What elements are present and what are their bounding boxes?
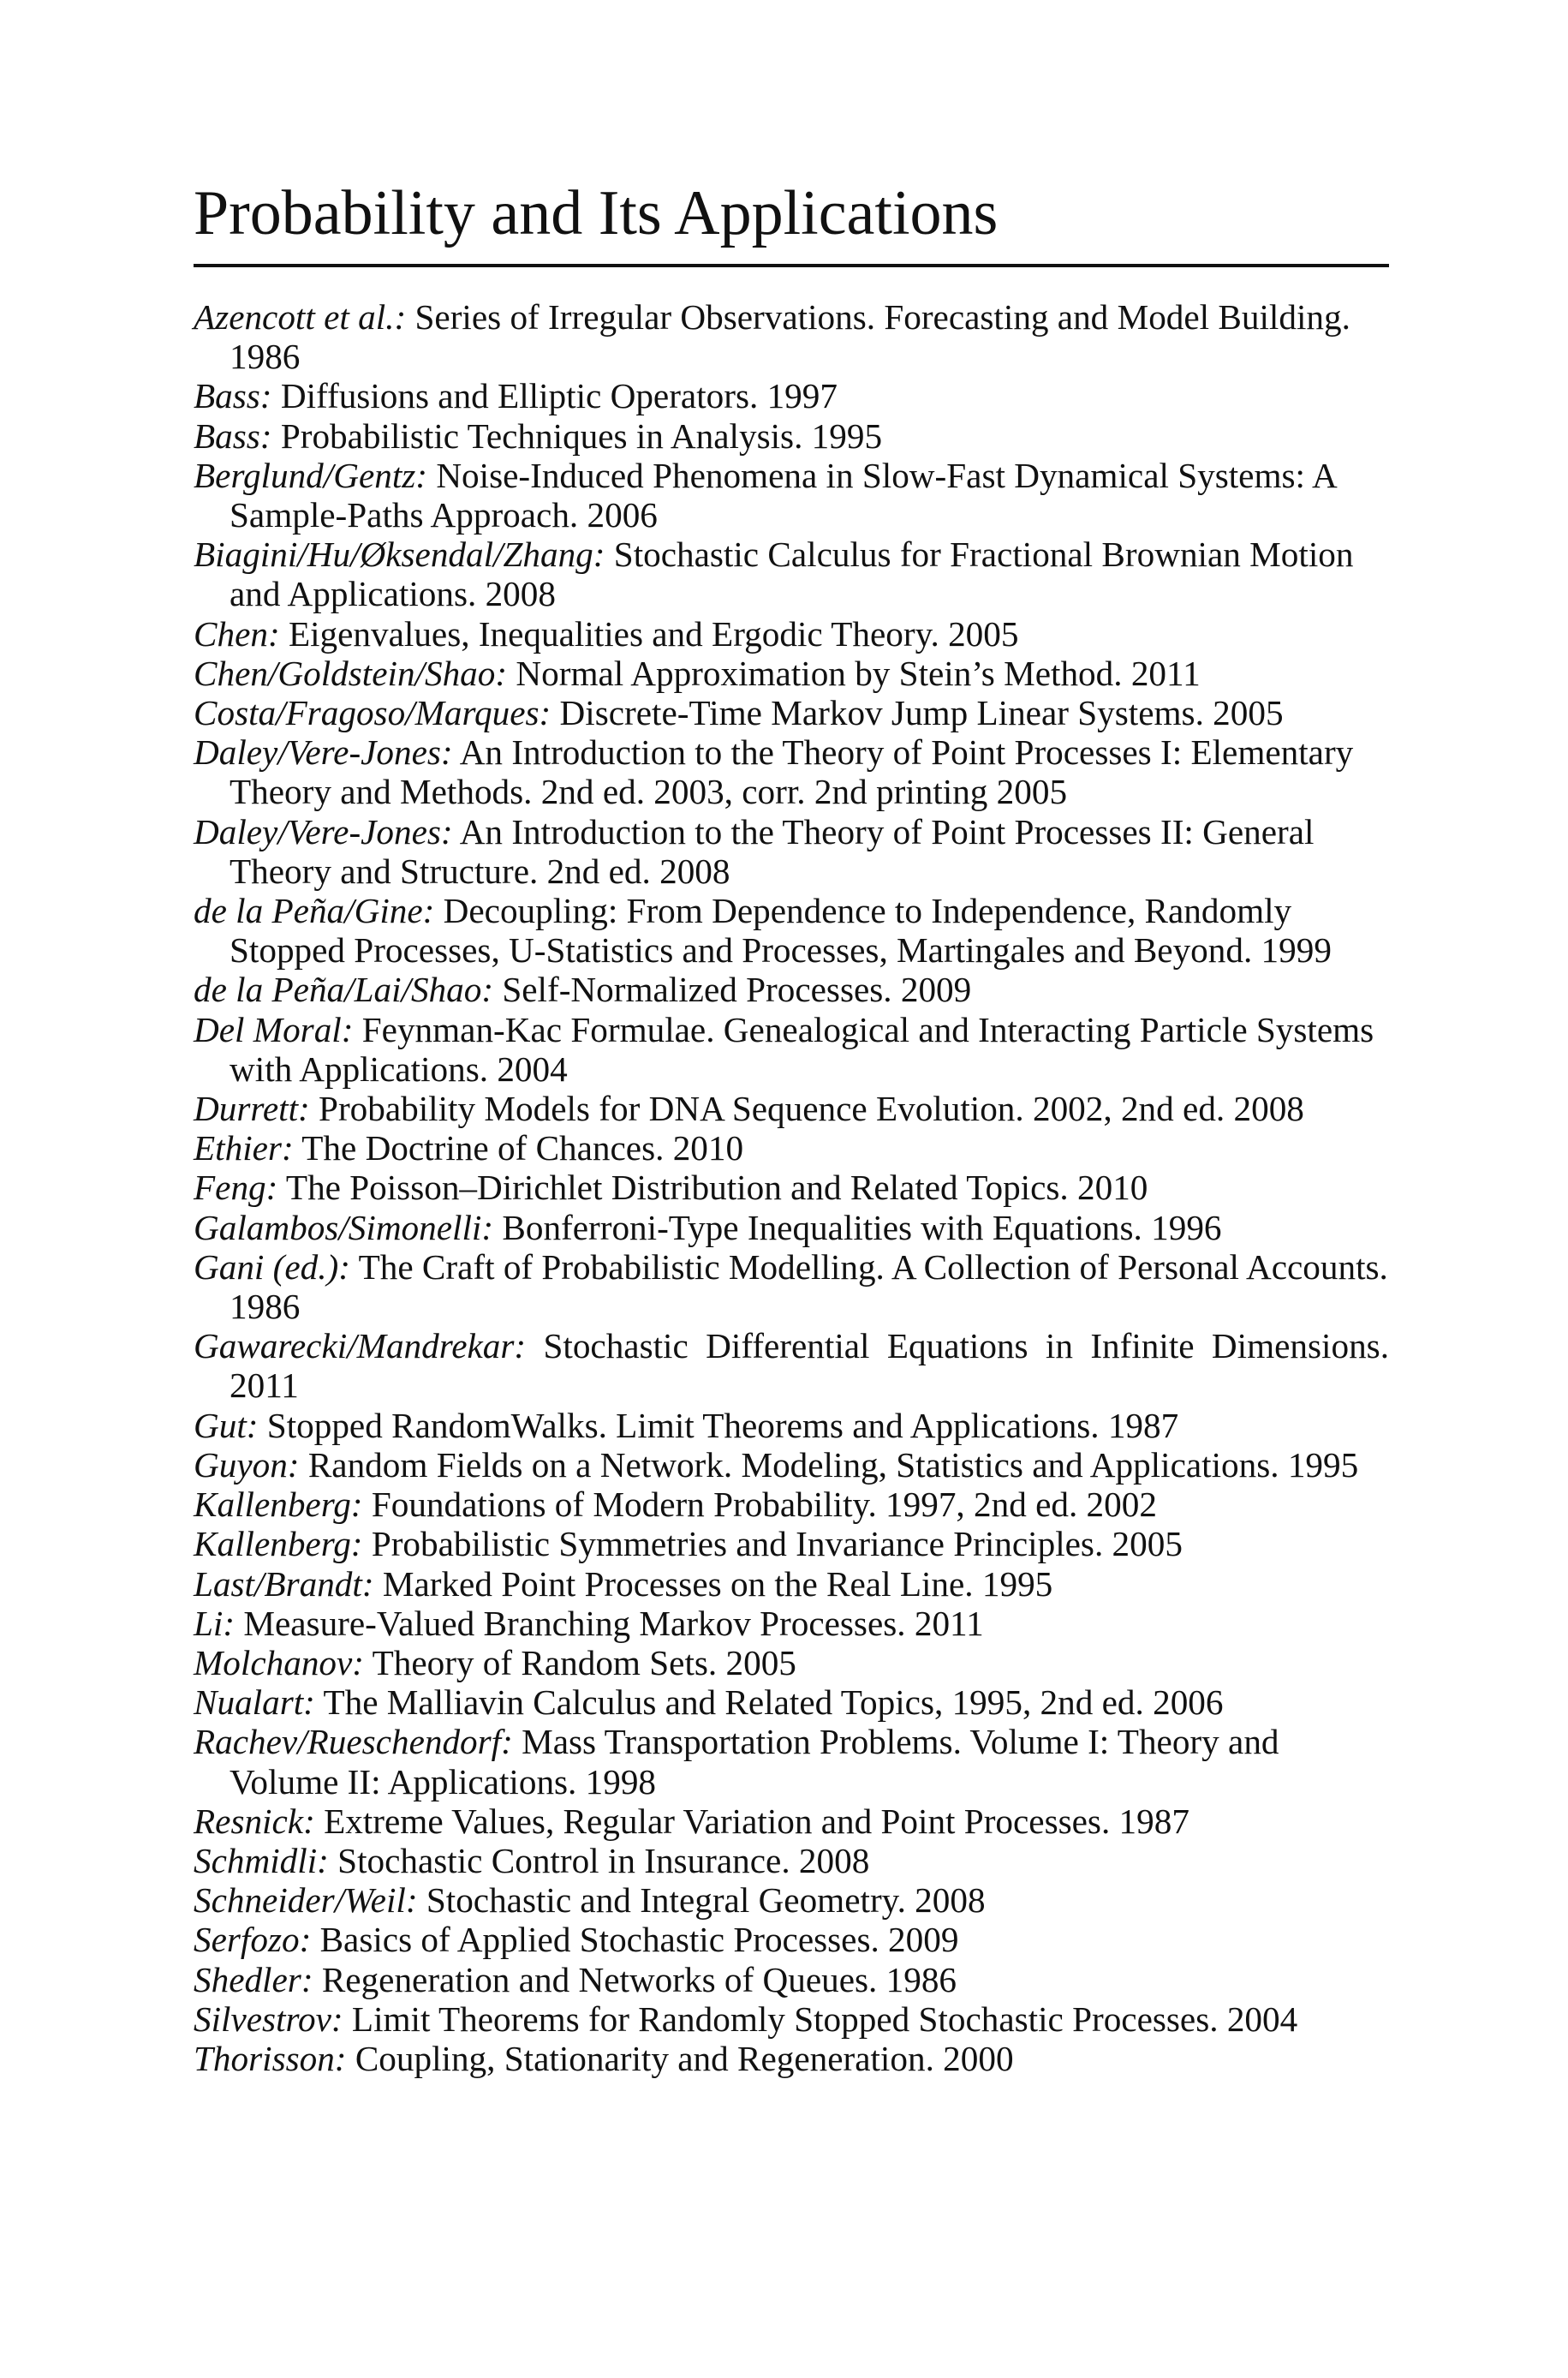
book-title: The Poisson–Dirichlet Distribution and Related Topics. 2010 bbox=[285, 1168, 1148, 1208]
book-author: Thorisson: bbox=[194, 2038, 347, 2078]
book-entry bbox=[194, 1920, 1389, 1959]
book-title: An Introduction to the Theory of Point Processes II: General Theory and Structure. 2nd ed. 2008 bbox=[230, 811, 1315, 891]
book-author: Chen: bbox=[194, 613, 280, 654]
book-author: Costa/Fragoso/Marques: bbox=[194, 693, 551, 733]
book-author: Schneider/Weil: bbox=[194, 1880, 418, 1921]
book-author: Gawarecki/Mandrekar: bbox=[194, 1326, 527, 1366]
book-title: Diffusions and Elliptic Operators. 1997 bbox=[280, 376, 838, 416]
book-title: Discrete-Time Markov Jump Linear Systems. 2005 bbox=[559, 693, 1284, 733]
book-entry bbox=[194, 1168, 1389, 1207]
book-author: Daley/Vere-Jones: bbox=[194, 811, 453, 851]
book-author: Feng: bbox=[194, 1168, 278, 1208]
book-title: Self-Normalized Processes. 2009 bbox=[502, 970, 972, 1010]
book-author: de la Peña/Lai/Shao: bbox=[194, 970, 494, 1010]
book-author: Ethier: bbox=[194, 1128, 294, 1168]
book-author: Li: bbox=[194, 1603, 235, 1643]
book-author: Durrett: bbox=[194, 1089, 310, 1129]
book-entry bbox=[194, 1128, 1389, 1168]
book-title: Limit Theorems for Randomly Stopped Stochastic Processes. 2004 bbox=[351, 1999, 1298, 2039]
book-title: Mass Transportation Problems. Volume I: Theory and Volume II: Applications. 1998 bbox=[230, 1722, 1279, 1801]
book-entry bbox=[194, 970, 1389, 1009]
book-title: Bonferroni-Type Inequalities with Equations. 1996 bbox=[502, 1207, 1222, 1247]
book-entry bbox=[194, 1010, 1389, 1089]
book-author: Daley/Vere-Jones: bbox=[194, 732, 453, 773]
book-entry bbox=[194, 614, 1389, 654]
book-author: Kallenberg: bbox=[194, 1524, 363, 1564]
book-entry bbox=[194, 456, 1389, 535]
book-entry bbox=[194, 1445, 1389, 1485]
book-entry bbox=[194, 1604, 1389, 1643]
book-author: Serfozo: bbox=[194, 1920, 312, 1960]
book-author: Silvestrov: bbox=[194, 1999, 343, 2039]
book-author: Del Moral: bbox=[194, 1009, 354, 1049]
book-entry bbox=[194, 297, 1389, 376]
book-title: The Doctrine of Chances. 2010 bbox=[301, 1128, 744, 1168]
book-title: Noise-Induced Phenomena in Slow-Fast Dynamical Systems: A Sample-Paths Approach. 2006 bbox=[230, 455, 1336, 535]
book-author: Resnick: bbox=[194, 1801, 315, 1841]
book-author: de la Peña/Gine: bbox=[194, 891, 435, 931]
book-author: Guyon: bbox=[194, 1444, 300, 1485]
book-title: Extreme Values, Regular Variation and Point Processes. 1987 bbox=[324, 1801, 1189, 1841]
book-title: The Craft of Probabilistic Modelling. A Collection of Personal Accounts. 1986 bbox=[230, 1246, 1388, 1327]
book-title: Probabilistic Symmetries and Invariance Principles. 2005 bbox=[371, 1524, 1183, 1564]
book-entry bbox=[194, 693, 1389, 732]
book-author: Azencott et al.: bbox=[194, 297, 407, 337]
book-entry bbox=[194, 1089, 1389, 1128]
book-title: Series of Irregular Observations. Forecasting and Model Building. 1986 bbox=[230, 297, 1350, 377]
book-author: Biagini/Hu/Øksendal/Zhang: bbox=[194, 535, 605, 575]
book-title: Stochastic Differential Equations in Infinite Dimensions. 2011 bbox=[230, 1326, 1390, 1406]
book-title: Measure-Valued Branching Markov Processes. 2011 bbox=[243, 1603, 984, 1643]
book-entry bbox=[194, 2039, 1389, 2078]
book-author: Berglund/Gentz: bbox=[194, 455, 428, 495]
book-title: Basics of Applied Stochastic Processes. 2009 bbox=[319, 1920, 959, 1960]
book-entry bbox=[194, 1564, 1389, 1604]
book-entry bbox=[194, 535, 1389, 613]
book-author: Galambos/Simonelli: bbox=[194, 1207, 494, 1247]
book-entry bbox=[194, 654, 1389, 693]
book-title: Marked Point Processes on the Real Line. 1995 bbox=[382, 1563, 1053, 1604]
book-title: Regeneration and Networks of Queues. 1986 bbox=[321, 1959, 957, 1999]
book-entry bbox=[194, 1208, 1389, 1247]
book-author: Chen/Goldstein/Shao: bbox=[194, 653, 508, 693]
book-author: Nualart: bbox=[194, 1682, 315, 1723]
book-title: Decoupling: From Dependence to Independence, Randomly Stopped Processes, U-Statistics and Processes, Martingales and Beyond. 1999 bbox=[230, 891, 1332, 971]
book-author: Rachev/Rueschendorf: bbox=[194, 1722, 513, 1762]
book-entry bbox=[194, 1722, 1389, 1801]
book-title: Probabilistic Techniques in Analysis. 1995 bbox=[280, 415, 883, 456]
book-author: Shedler: bbox=[194, 1959, 313, 1999]
book-title: Stochastic and Integral Geometry. 2008 bbox=[426, 1880, 986, 1921]
book-title: Stochastic Calculus for Fractional Brownian Motion and Applications. 2008 bbox=[230, 535, 1354, 614]
book-entry bbox=[194, 1247, 1389, 1326]
book-entry bbox=[194, 1841, 1389, 1880]
book-entry bbox=[194, 1999, 1389, 2039]
book-title: Probability Models for DNA Sequence Evolution. 2002, 2nd ed. 2008 bbox=[319, 1089, 1304, 1129]
book-title: Feynman-Kac Formulae. Genealogical and Interacting Particle Systems with Applications. 2004 bbox=[230, 1009, 1374, 1089]
book-entry bbox=[194, 812, 1389, 891]
book-entry bbox=[194, 1682, 1389, 1722]
book-entry bbox=[194, 1326, 1389, 1405]
book-title: Foundations of Modern Probability. 1997, 2nd ed. 2002 bbox=[371, 1485, 1157, 1525]
book-title: Theory of Random Sets. 2005 bbox=[372, 1642, 796, 1682]
book-title: An Introduction to the Theory of Point Processes I: Elementary Theory and Methods. 2nd ed. 2003, corr. 2nd printing 2005 bbox=[230, 732, 1354, 812]
book-entry bbox=[194, 1801, 1389, 1841]
book-author: Gani (ed.): bbox=[194, 1246, 350, 1287]
book-title: The Malliavin Calculus and Related Topics, 1995, 2nd ed. 2006 bbox=[323, 1682, 1224, 1723]
book-entry bbox=[194, 1880, 1389, 1920]
book-author: Bass: bbox=[194, 376, 272, 416]
book-entry bbox=[194, 1524, 1389, 1563]
book-entry bbox=[194, 1406, 1389, 1445]
book-entry bbox=[194, 1960, 1389, 1999]
book-title: Coupling, Stationarity and Regeneration. 2000 bbox=[355, 2038, 1014, 2078]
book-author: Schmidli: bbox=[194, 1840, 329, 1880]
book-entry bbox=[194, 1485, 1389, 1524]
book-author: Molchanov: bbox=[194, 1642, 364, 1682]
book-entry bbox=[194, 376, 1389, 415]
book-author: Kallenberg: bbox=[194, 1485, 363, 1525]
book-entry bbox=[194, 891, 1389, 970]
book-author: Gut: bbox=[194, 1405, 259, 1445]
page-title: Probability and Its Applications bbox=[194, 178, 999, 248]
book-entry bbox=[194, 732, 1389, 811]
book-title: Stochastic Control in Insurance. 2008 bbox=[337, 1840, 870, 1880]
book-title: Eigenvalues, Inequalities and Ergodic Theory. 2005 bbox=[288, 613, 1019, 654]
book-title: Normal Approximation by Stein’s Method. 2011 bbox=[516, 653, 1201, 693]
book-title: Random Fields on a Network. Modeling, Statistics and Applications. 1995 bbox=[307, 1444, 1359, 1485]
book-author: Bass: bbox=[194, 415, 272, 456]
book-author: Last/Brandt: bbox=[194, 1563, 374, 1604]
book-title: Stopped RandomWalks. Limit Theorems and Applications. 1987 bbox=[266, 1405, 1179, 1445]
book-list bbox=[194, 297, 1389, 2078]
book-entry bbox=[194, 1643, 1389, 1682]
title-divider bbox=[194, 264, 1389, 267]
book-entry bbox=[194, 416, 1389, 456]
